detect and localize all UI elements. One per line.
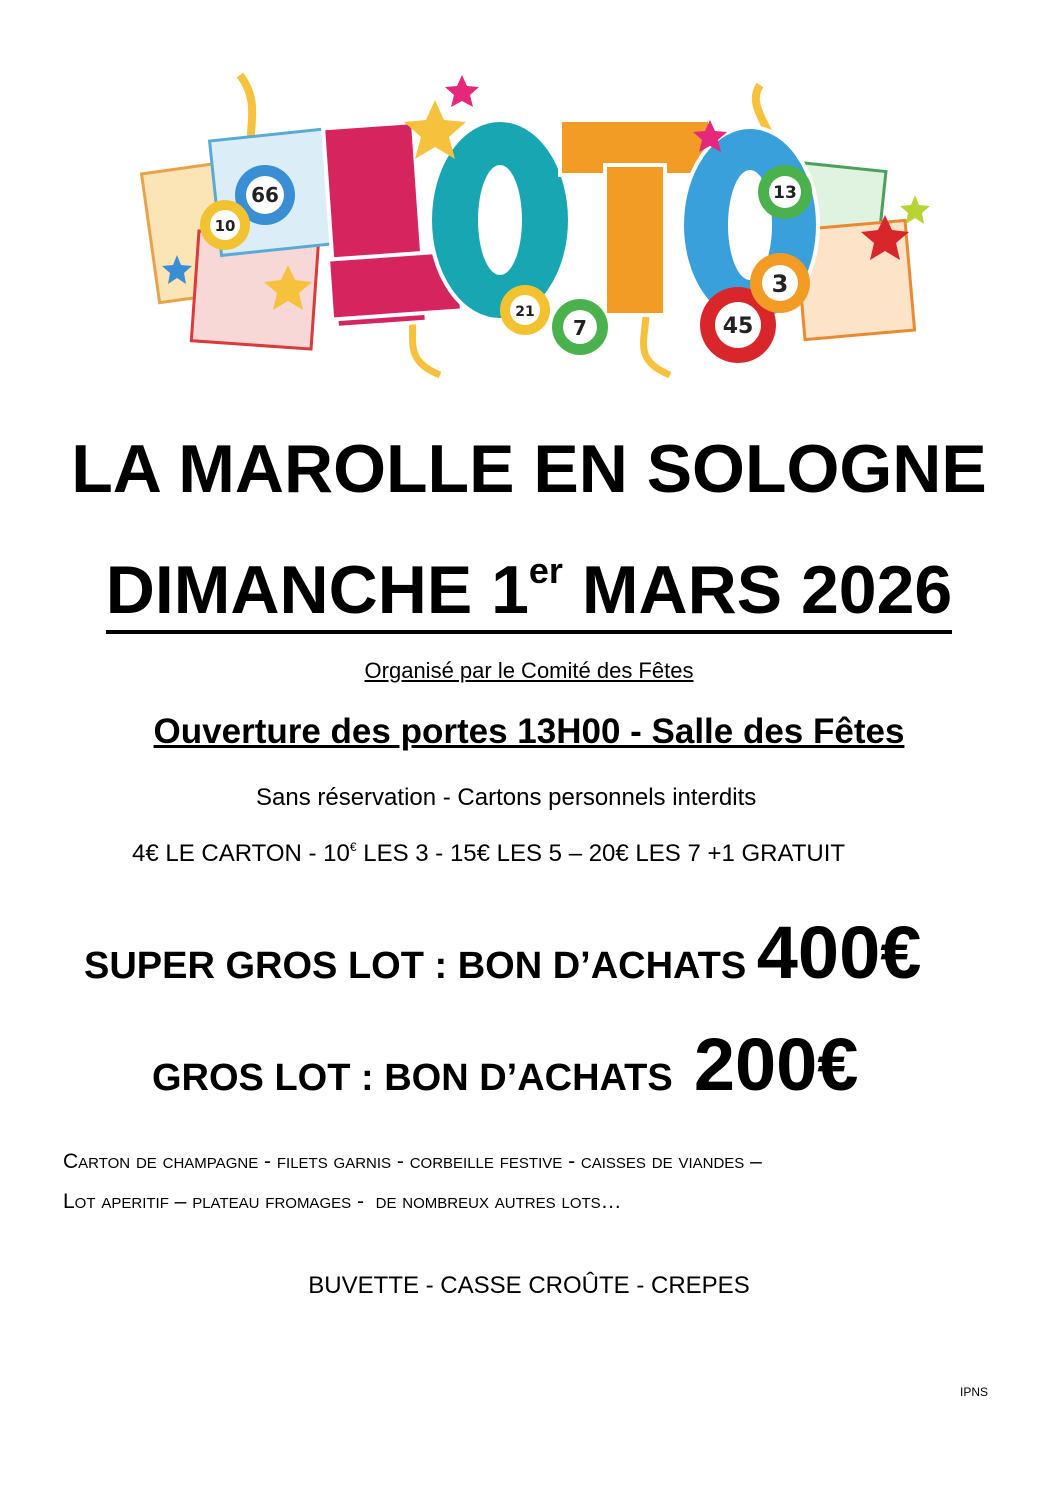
date-ordinal: er	[528, 550, 563, 591]
super-gros-lot	[84, 910, 921, 995]
prices-part1: 4€ LE CARTON - 10	[132, 840, 350, 867]
ipns-mark: IPNS	[960, 1385, 989, 1399]
svg-text:21: 21	[515, 304, 535, 320]
event-date	[0, 550, 1058, 629]
opening-text: Ouverture des portes 13H00 - Salle des Fêtes	[153, 712, 905, 751]
svg-text:7: 7	[573, 316, 587, 340]
organizer-line	[0, 658, 1058, 684]
opening-line	[0, 712, 1058, 752]
gros-lot-amount: 200€	[693, 1023, 859, 1106]
loto-logo	[140, 55, 940, 380]
gros-lot	[152, 1022, 858, 1107]
buvette-line: BUVETTE - CASSE CROÛTE - CREPES	[308, 1272, 750, 1299]
super-lot-amount: 400€	[756, 911, 922, 994]
town-title: LA MAROLLE EN SOLOGNE	[71, 431, 987, 507]
organizer-text: Organisé par le Comité des Fêtes	[364, 658, 694, 683]
svg-text:10: 10	[214, 217, 236, 235]
prizes-line-2: Lot aperitif – plateau fromages - de nombreux autres lots…	[63, 1190, 622, 1213]
svg-text:3: 3	[771, 270, 789, 298]
prices-sup: €	[349, 840, 357, 854]
gros-lot-label: GROS LOT : BON D’ACHATS	[152, 1057, 694, 1099]
super-lot-label: SUPER GROS LOT : BON D’ACHATS	[84, 945, 757, 987]
svg-text:13: 13	[773, 183, 797, 203]
event-date-underlined	[106, 552, 952, 634]
date-prefix: DIMANCHE 1	[105, 552, 529, 628]
prices-line	[132, 840, 845, 868]
prices-part2: LES 3 - 15€ LES 5 – 20€ LES 7 +1 GRATUIT	[356, 840, 846, 867]
no-reservation-text: Sans réservation - Cartons personnels interdits	[256, 784, 757, 811]
svg-text:66: 66	[251, 183, 279, 207]
prizes-line-1: Carton de champagne - filets garnis - corbeille festive - caisses de viandes –	[63, 1150, 762, 1173]
date-suffix: MARS 2026	[562, 552, 953, 628]
svg-text:45: 45	[722, 314, 754, 339]
